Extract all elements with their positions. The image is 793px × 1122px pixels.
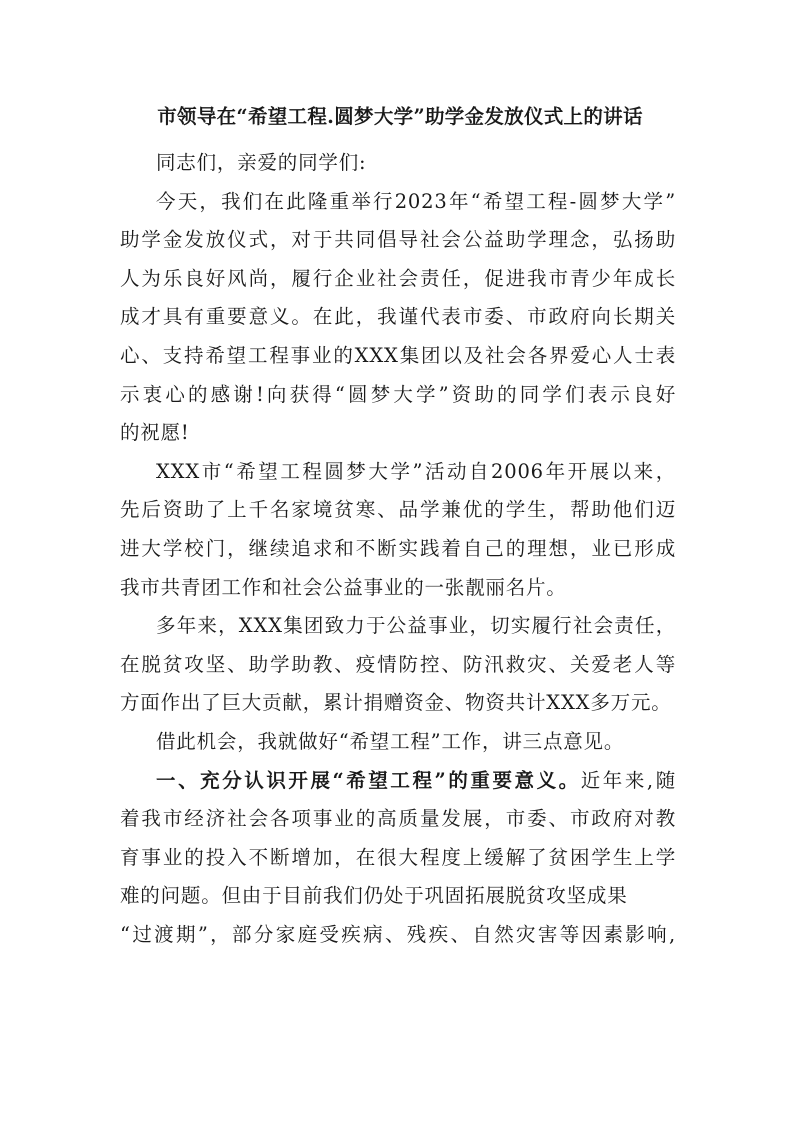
greeting-paragraph — [120, 144, 676, 183]
text-line: 育事业的投入不断增加，在很大程度上缓解了贫困学生上学 — [120, 845, 676, 869]
paragraph-opening — [120, 183, 676, 453]
greeting-line: 同志们，亲爱的同学们: — [156, 151, 367, 174]
paragraph-group-contribution — [120, 607, 676, 723]
text-line: XXX市“希望工程圆梦大学”活动自2006年开展以来， — [156, 459, 676, 483]
text-line: 的祝愿! — [120, 421, 190, 445]
text-line: 着我市经济社会各项事业的高质量发展，市委、市政府对教 — [120, 807, 676, 831]
text-line: 成才具有重要意义。在此，我谨代表市委、市政府向长期关 — [120, 305, 676, 329]
text-line: 今天，我们在此隆重举行2023年“希望工程-圆梦大学” — [156, 189, 676, 213]
text-line: 多年来，XXX集团致力于公益事业，切实履行社会责任， — [156, 614, 676, 638]
text-line: 借此机会，我就做好“希望工程”工作，讲三点意见。 — [156, 729, 625, 753]
document-title: 市领导在“希望工程.圆梦大学”助学金发放仪式上的讲话 — [157, 105, 643, 128]
text-line: 助学金发放仪式，对于共同倡导社会公益助学理念，弘扬助 — [120, 228, 676, 252]
text-line: 先后资助了上千名家境贫寒、品学兼优的学生，帮助他们迈 — [120, 498, 676, 522]
text-line: 方面作出了巨大贡献，累计捐赠资金、物资共计XXX多万元。 — [120, 691, 672, 715]
text-line: 心、支持希望工程事业的XXX集团以及社会各界爱心人士表 — [120, 343, 676, 367]
document-body — [120, 144, 676, 954]
section-text: 近年来,随 — [580, 768, 676, 792]
paragraph-section-one — [120, 762, 676, 955]
section-heading: 一、充分认识开展“希望工程”的重要意义。 — [156, 768, 581, 792]
paragraph-activity-history — [120, 453, 676, 607]
paragraph-transition — [120, 723, 676, 762]
text-line: “过渡期”，部分家庭受疾病、残疾、自然灾害等因素影响, — [120, 922, 676, 946]
text-line: 人为乐良好风尚，履行企业社会责任，促进我市青少年成长 — [120, 266, 676, 290]
text-line: 进大学校门，继续追求和不断实践着自己的理想，业已形成 — [120, 536, 676, 560]
text-line — [120, 762, 676, 801]
text-line: 我市共青团工作和社会公益事业的一张靓丽名片。 — [120, 575, 567, 599]
text-line: 在脱贫攻坚、助学助教、疫情防控、防汛救灾、关爱老人等 — [120, 652, 676, 676]
text-line: 难的问题。但由于目前我们仍处于巩固拓展脱贫攻坚成果 — [120, 884, 628, 908]
text-line: 示衷心的感谢!向获得“圆梦大学”资助的同学们表示良好 — [120, 382, 676, 406]
